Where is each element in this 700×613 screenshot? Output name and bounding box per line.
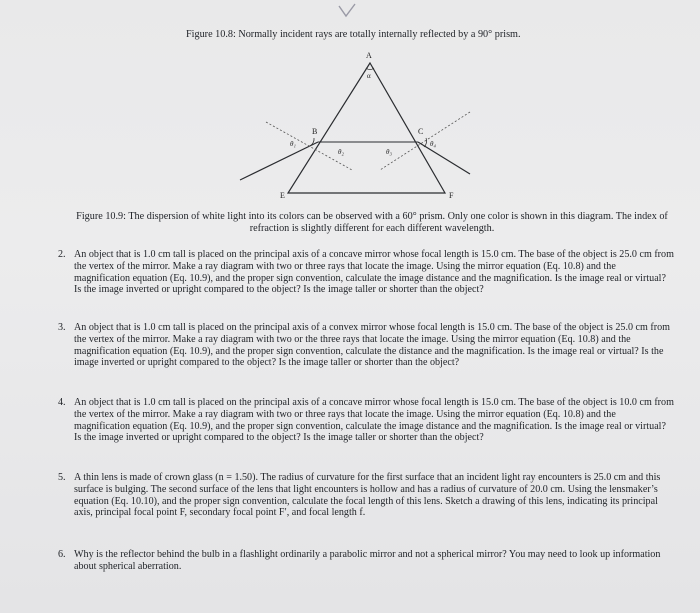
normal-line-right [380,112,470,170]
problem-item [58,549,686,573]
incident-ray [240,142,318,180]
problem-item [58,397,686,444]
prism-dispersion-diagram [230,48,480,206]
problem-item [58,249,686,296]
emerging-ray [418,142,470,174]
normal-line-left [266,122,352,170]
problem-item [58,472,686,519]
problem-text: An object that is 1.0 cm tall is placed on the principal axis of a concave mirror whose focal length is 15.0 cm. The base of the object is 25.0 cm from the vertex of the mirror. Make a ray diagram with two or three rays that locate the image. Using the mirror equation (Eq. 10.8) and the magnification equation (Eq. 10.9), and the proper sign convention, calculate the image distance and the magnification. Is the image real or virtual? Is the image inverted or upright compared to the object? Is the image taller or shorter than the object? [74,249,674,296]
problem-text: A thin lens is made of crown glass (n = 1.50). The radius of curvature for the first surface that an incident light ray encounters is 25.0 cm and this surface is bulging. The second surface of the lens that light encounters is hollow and has a radius of curvature of 20.0 cm. Using the lensmaker’s equation (Eq. 10.10), and the proper sign convention, calculate the focal length of this lens. Sketch a drawing of this lens, indicating its principal axis, principal focal point F, secondary focal point F′, and focal length f. [74,472,661,519]
label-A: A [366,51,372,60]
label-theta2: θ₂ [338,148,344,156]
label-C: C [418,127,424,136]
problem-number: 5. [58,472,66,483]
problem-number: 3. [58,322,66,333]
problem-item [58,322,686,369]
label-B: B [312,127,318,136]
check-mark-icon [336,2,358,20]
problem-text: Why is the reflector behind the bulb in a flashlight ordinarily a parabolic mirror and not a spherical mirror? You may need to look up information about spherical aberration. [74,549,661,572]
problem-number: 4. [58,397,66,408]
label-theta3: θ₃ [386,148,392,156]
problem-text: An object that is 1.0 cm tall is placed on the principal axis of a concave mirror whose focal length is 15.0 cm. The base of the object is 10.0 cm from the vertex of the mirror. Make a ray diagram with two or three rays that locate the image. Using the mirror equation (Eq. 10.8) and the magnification equation (Eq. 10.9), and the proper sign convention, calculate the image distance and the magnification. Is the image real or virtual? Is the image inverted or upright compared to the object? Is the image taller or shorter than the object? [74,397,674,444]
problem-number: 6. [58,549,66,560]
problem-number: 2. [58,249,66,260]
figure-10-9-caption: Figure 10.9: The dispersion of white light into its colors can be observed with a 60° prism. Only one color is shown in this diagram. The index of refraction is slightly different for each different wavelength. [76,211,668,234]
label-theta4: θ₄ [430,140,436,148]
problem-text: An object that is 1.0 cm tall is placed on the principal axis of a convex mirror whose focal length is 15.0 cm. The base of the object is 25.0 cm from the vertex of the mirror. Make a ray diagram with two or the three rays that locate the image. Using the mirror equation (Eq. 10.8) and the magnification equation (Eq. 10.9), and the proper sign convention, calculate the distance and the magnification. Is the image real or virtual? Is the image inverted or upright compared to the object? Is the image taller or shorter than the object? [74,322,671,369]
label-alpha: α [367,72,371,80]
label-theta1: θ₁ [290,140,296,148]
label-F: F [449,191,454,200]
figure-10-8-caption: Figure 10.8: Normally incident rays are totally internally reflected by a 90° prism. [186,29,521,40]
label-E: E [280,191,285,200]
